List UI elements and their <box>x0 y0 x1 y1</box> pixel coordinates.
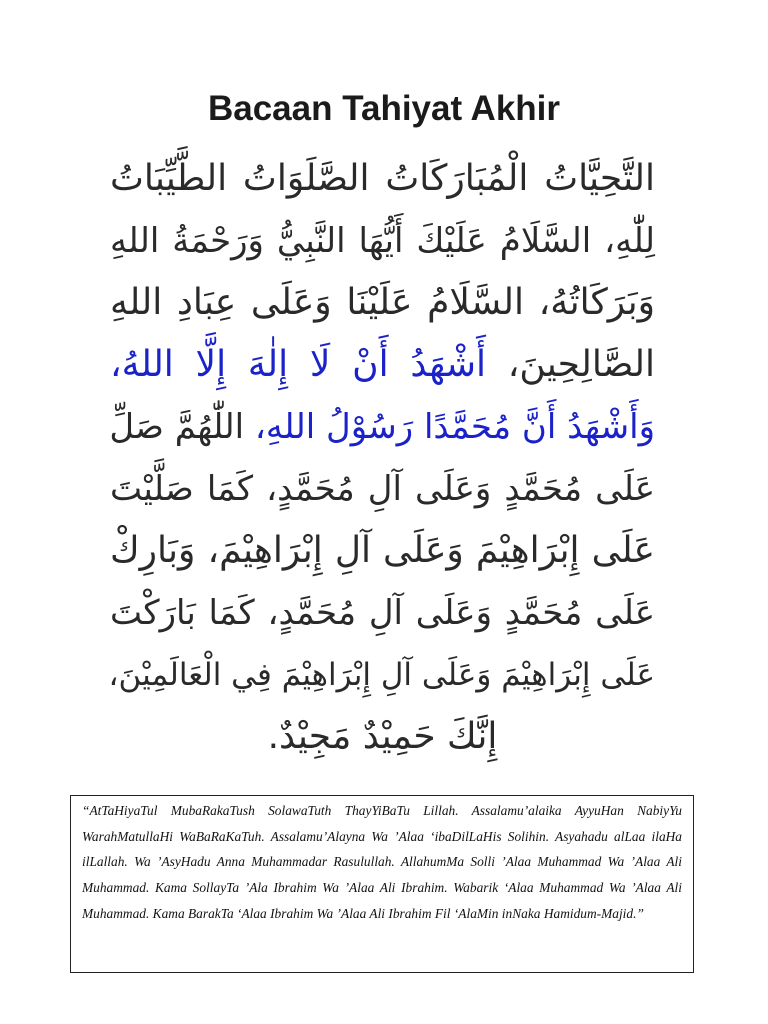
arabic-line-1: التَّحِيَّاتُ الْمُبَارَكَاتُ الصَّلَوَاتُ الطَّيِّبَاتُ <box>110 158 655 199</box>
arabic-line-5 <box>110 396 655 458</box>
arabic-line-2: لِلّٰهِ، السَّلَامُ عَلَيْكَ أَيُّهَا النَّبِيُّ وَرَحْمَةُ اللهِ <box>110 221 655 261</box>
arabic-line-9: عَلَى إِبْرَاهِيْمَ وَعَلَى آلِ إِبْرَاهِيْمَ فِي الْعَالَمِيْنَ، <box>108 657 655 693</box>
shahadah-part-1: أَشْهَدُ أَنْ لَا إِلٰهَ إِلَّا اللهُ، <box>110 344 486 385</box>
arabic-line-4 <box>110 334 655 396</box>
arabic-line-4-plain: الصَّالِحِينَ، <box>485 344 655 385</box>
arabic-line-5-plain: اللّٰهُمَّ صَلِّ <box>109 407 255 447</box>
arabic-line-3: وَبَرَكَاتُهُ، السَّلَامُ عَلَيْنَا وَعَلَى عِبَادِ اللهِ <box>110 282 655 323</box>
page-title: Bacaan Tahiyat Akhir <box>207 89 561 128</box>
arabic-line-6: عَلَى مُحَمَّدٍ وَعَلَى آلِ مُحَمَّدٍ، كَمَا صَلَّيْتَ <box>110 469 655 509</box>
arabic-line-10: إِنَّكَ حَمِيْدٌ مَجِيْدٌ. <box>267 716 498 757</box>
arabic-line-8: عَلَى مُحَمَّدٍ وَعَلَى آلِ مُحَمَّدٍ، كَمَا بَارَكْتَ <box>110 593 655 633</box>
shahadah-part-2: وَأَشْهَدُ أَنَّ مُحَمَّدًا رَسُوْلُ اللهِ، <box>254 407 655 447</box>
arabic-prayer-text <box>110 148 655 768</box>
transliteration-text: “AtTaHiyaTul MubaRakaTush SolawaTuth ThayYiBaTu Lillah. Assalamu’alaika AyyuHan NabiyYu WarahMatullaHi WaBaRaKaTuh. Assalamu’Alayna Wa ’Alaa ‘ibaDilLaHis Solihin. Asyahadu alLaa ilaHa ilLallah. Wa ’AsyHadu Anna Muhammadar Rasulullah. AllahumMa Solli ’Alaa Muhammad Wa ’Alaa Ali Muhammad. Kama SollayTa ’Ala Ibrahim Wa ’Alaa Ali Ibrahim. Wabarik ‘Alaa Muhammad Wa ’Alaa Ali Muhammad. Kama BarakTa ‘Alaa Ibrahim Wa ’Alaa Ali Ibrahim Fil ‘AlaMin inNaka Hamidum-Majid.” <box>82 803 682 921</box>
transliteration-box <box>70 795 694 973</box>
arabic-line-7: عَلَى إِبْرَاهِيْمَ وَعَلَى آلِ إِبْرَاهِيْمَ، وَبَارِكْ <box>110 530 655 571</box>
